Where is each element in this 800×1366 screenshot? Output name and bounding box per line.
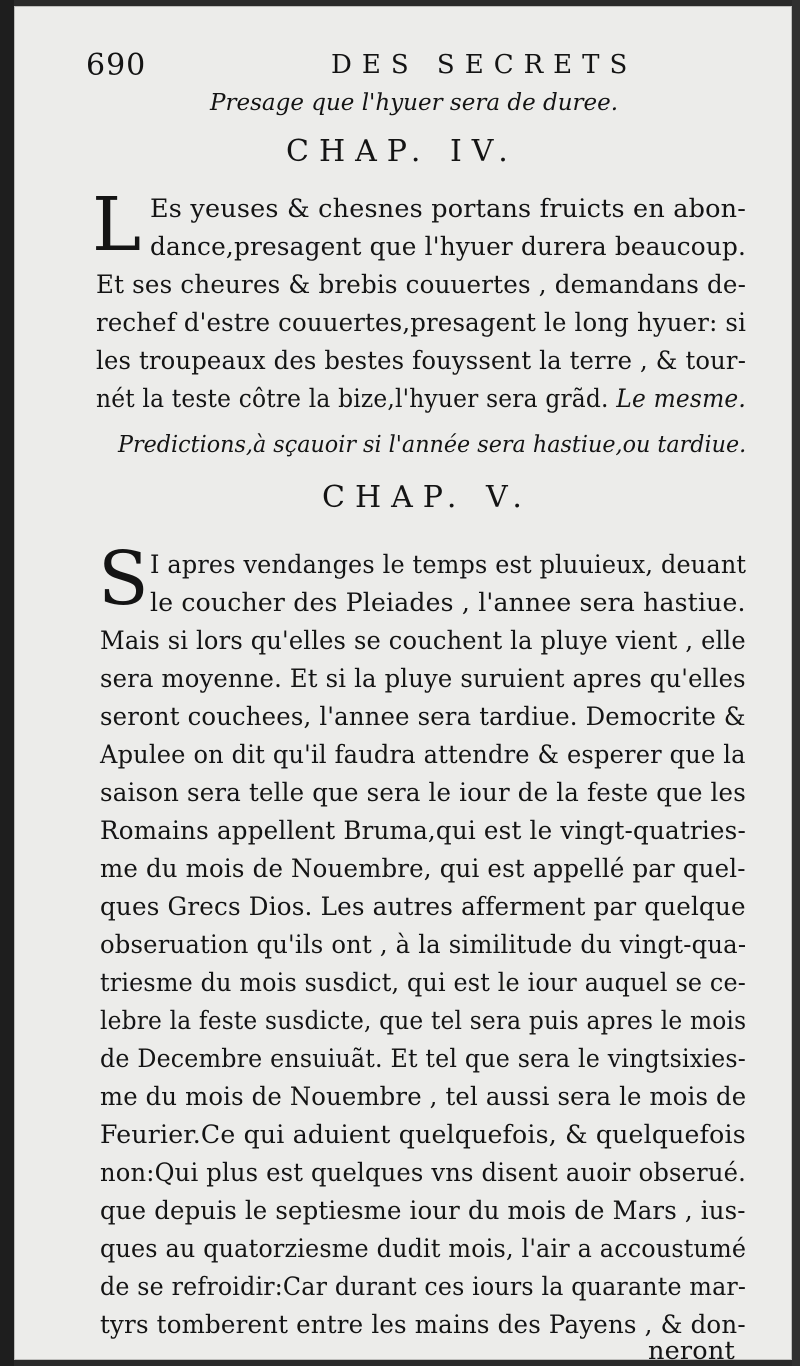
chapter-5-line: Romains appellent Bruma,qui est le vingt-quatries- (100, 816, 746, 846)
chapter-5-line: lebre la feste susdicte, que tel sera puis apres le mois (100, 1006, 747, 1036)
page-gutter-left (0, 0, 14, 1366)
chapter-4-attribution: Le mesme. (616, 384, 747, 414)
chapter-5-line: Feurier.Ce qui aduient quelquefois, & quelquefois (100, 1120, 746, 1150)
chapter-5-line: obseruation qu'ils ont , à la similitude du vingt-qua- (100, 930, 747, 960)
chapter-5-line: non:Qui plus est quelques vns disent auoir obserué. (100, 1158, 747, 1188)
running-title: DES SECRETS (331, 50, 638, 80)
chapter-4-drop-cap: L (92, 182, 142, 268)
chapter-4-line: dance,presagent que l'hyuer durera beaucoup. (150, 232, 747, 262)
page-header (86, 48, 736, 88)
chapter-5-line: ques au quatorziesme dudit mois, l'air a accoustumé (100, 1234, 747, 1264)
chapter-5-line: me du mois de Nouembre , tel aussi sera le mois de (100, 1082, 747, 1112)
chapter-4-line-text: nét la teste côtre la bize,l'hyuer sera grãd. (96, 384, 609, 414)
chapter-4-line: Es yeuses & chesnes portans fruicts en abon- (150, 194, 747, 224)
book-page (14, 6, 792, 1366)
page-edge-right (792, 0, 800, 1366)
catchword: neront (648, 1336, 735, 1366)
chapter-5-line: seront couchees, l'annee sera tardiue. Democrite & (100, 702, 746, 732)
chapter-4-marginal-title: Presage que l'hyuer sera de duree. (210, 90, 619, 116)
page-number: 690 (86, 48, 147, 83)
chapter-5-drop-cap: S (98, 536, 149, 622)
chapter-5-line: Apulee on dit qu'il faudra attendre & esperer que la (100, 740, 746, 770)
chapter-5-line: triesme du mois susdict, qui est le iour auquel se ce- (100, 968, 746, 998)
chapter-5-line: de se refroidir:Car durant ces iours la quarante mar- (100, 1272, 747, 1302)
chapter-5-line: sera moyenne. Et si la pluye suruient apres qu'elles (100, 664, 746, 694)
chapter-5-marginal-title: Predictions,à sçauoir si l'année sera hastiue,ou tardiue. (118, 432, 747, 458)
chapter-5-heading: CHAP. V. (322, 480, 532, 515)
chapter-5-line: ques Grecs Dios. Les autres afferment par quelque (100, 892, 746, 922)
chapter-5-line: que depuis le septiesme iour du mois de Mars , ius- (100, 1196, 746, 1226)
chapter-4-heading: CHAP. IV. (286, 134, 518, 169)
chapter-5-line: tyrs tomberent entre les mains des Payens , & don- (100, 1310, 746, 1340)
chapter-4-line: rechef d'estre couuertes,presagent le long hyuer: si (96, 308, 747, 338)
chapter-5-line: le coucher des Pleiades , l'annee sera hastiue. (150, 588, 746, 618)
chapter-5-line: de Decembre ensuiuãt. Et tel que sera le vingtsixies- (100, 1044, 746, 1074)
chapter-5-line: Mais si lors qu'elles se couchent la pluye vient , elle (100, 626, 746, 656)
chapter-5-line: I apres vendanges le temps est pluuieux, deuant (150, 550, 747, 580)
chapter-5-line: me du mois de Nouembre, qui est appellé par quel- (100, 854, 746, 884)
chapter-4-line: les troupeaux des bestes fouyssent la terre , & tour- (96, 346, 747, 376)
chapter-4-line-last (96, 384, 746, 414)
chapter-4-line: Et ses cheures & brebis couuertes , demandans de- (96, 270, 747, 300)
chapter-5-line: saison sera telle que sera le iour de la feste que les (100, 778, 746, 808)
